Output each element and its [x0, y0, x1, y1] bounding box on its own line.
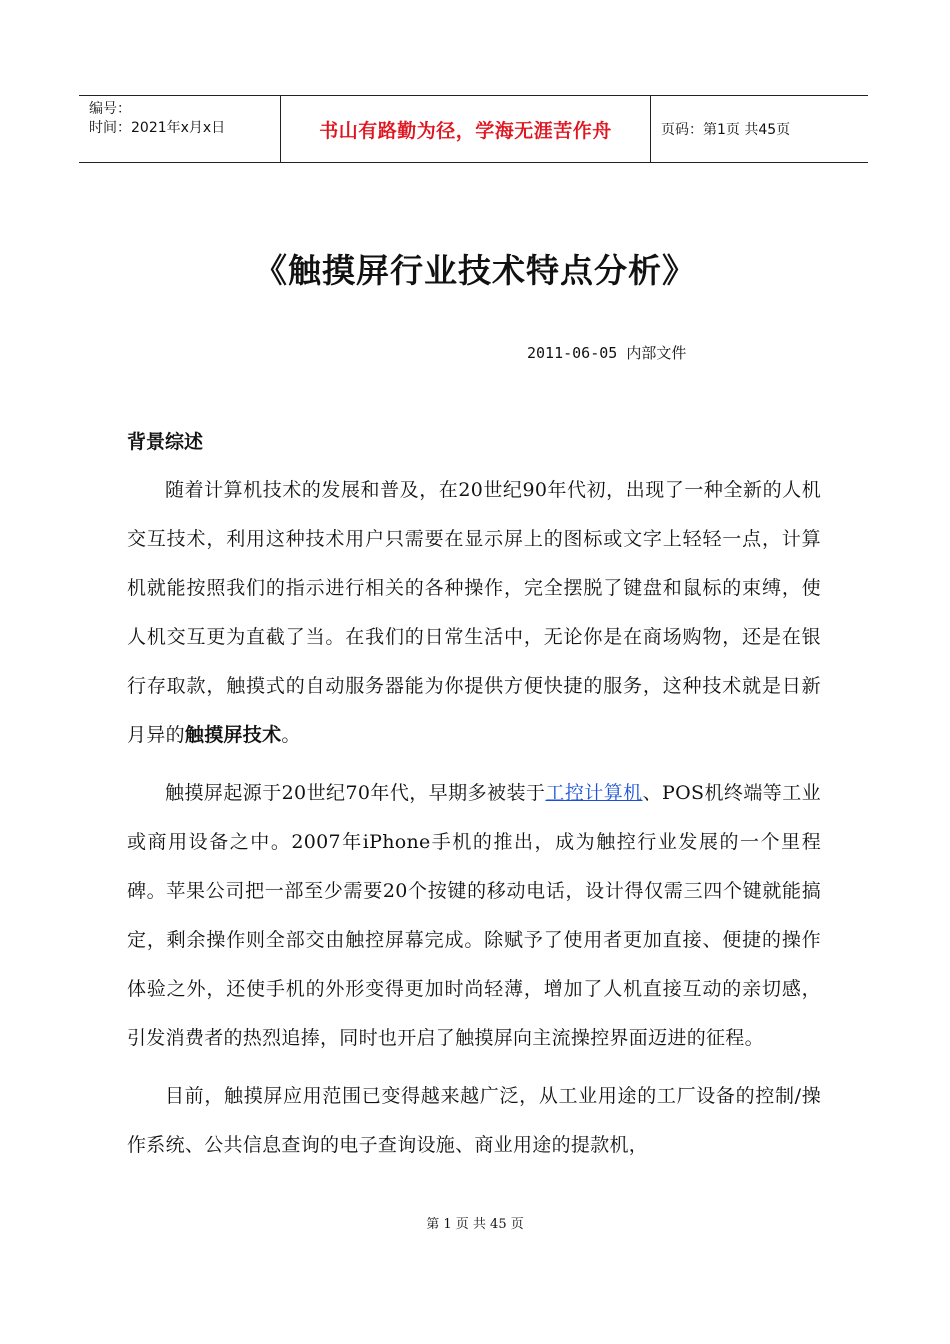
document-number-label: 编号：	[89, 101, 131, 117]
document-body	[127, 466, 821, 1179]
paragraph-2-text-start: 触摸屏起源于20世纪70年代，早期多被装于	[165, 782, 546, 804]
paragraph-1	[127, 466, 821, 760]
paragraph-1-end: 。	[281, 724, 301, 746]
header-motto: 书山有路勤为径，学海无涯苦作舟	[281, 96, 651, 162]
section-heading: 背景综述	[127, 431, 204, 453]
paragraph-2-text-rest: 、POS机终端等工业或商用设备之中。2007年iPhone手机的推出，成为触控行业发展的一个里程碑。苹果公司把一部至少需要20个按键的移动电话，设计得仅需三四个键就能搞定，剩余操作则全部交由触控屏幕完成。除赋予了使用者更加直接、便捷的操作体验之外，还使手机的外形变得更加时尚轻薄，增加了人机直接互动的亲切感，引发消费者的热烈追捧，同时也开启了触摸屏向主流操控界面迈进的征程。	[127, 782, 821, 1049]
page-footer: 第 1 页 共 45 页	[426, 1217, 524, 1232]
document-time-label: 时间：2021年x月x日	[89, 120, 226, 136]
header-table	[79, 95, 868, 163]
paragraph-3: 目前，触摸屏应用范围已变得越来越广泛，从工业用途的工厂设备的控制/操作系统、公共信息查询的电子查询设施、商业用途的提款机，	[127, 1085, 821, 1156]
paragraph-1-bold-term: 触摸屏技术	[184, 724, 282, 746]
industrial-computer-link[interactable]: 工控计算机	[545, 782, 643, 804]
header-page-code: 页码：第1页 共45页	[661, 122, 791, 138]
document-date-meta: 2011-06-05 内部文件	[527, 344, 687, 362]
document-title: 《触摸屏行业技术特点分析》	[254, 251, 696, 290]
paragraph-1-text: 随着计算机技术的发展和普及，在20世纪90年代初，出现了一种全新的人机交互技术，利用这种技术用户只需要在显示屏上的图标或文字上轻轻一点，计算机就能按照我们的指示进行相关的各种操作，完全摆脱了键盘和鼠标的束缚，使人机交互更为直截了当。在我们的日常生活中，无论你是在商场购物，还是在银行存取款，触摸式的自动服务器能为你提供方便快捷的服务，这种技术就是日新月异的	[127, 479, 821, 746]
header-info-cell	[79, 96, 281, 162]
paragraph-2	[127, 769, 821, 1063]
